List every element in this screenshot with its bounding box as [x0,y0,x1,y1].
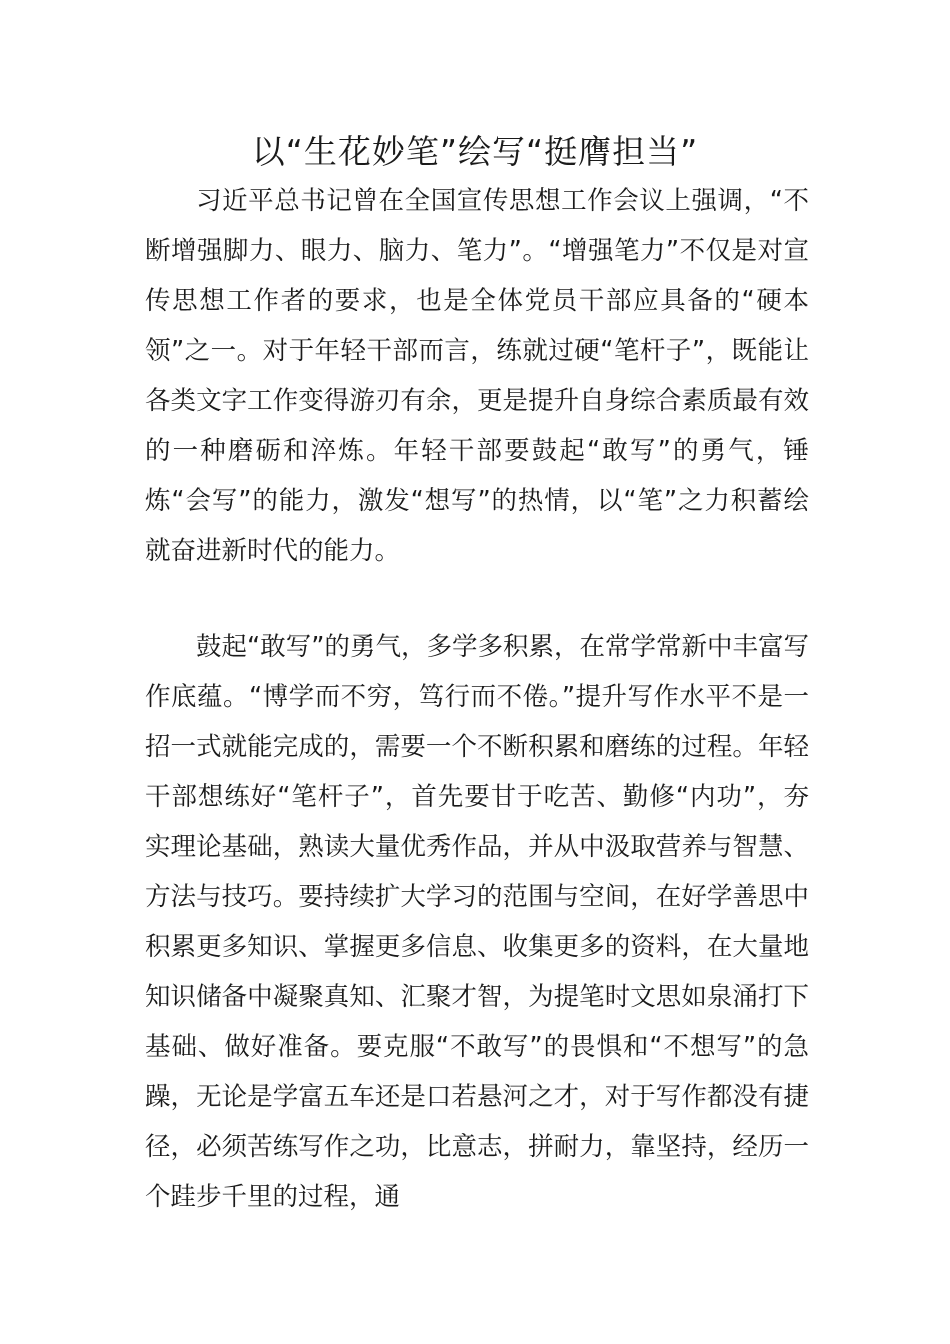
document-title: 以“生花妙笔”绘写“挺膺担当” [251,132,699,171]
paragraph-2: 鼓起“敢写”的勇气，多学多积累，在常学常新中丰富写作底蕴。“博学而不穷，笃行而不倦。”提升写作水平不是一招一式就能完成的，需要一个不断积累和磨练的过程。年轻干部想练好“笔杆子”，首先要甘于吃苦、勤修“内功”，夯实理论基础，熟读大量优秀作品，并从中汲取营养与智慧、方法与技巧。要持续扩大学习的范围与空间，在好学善思中积累更多知识、掌握更多信息、收集更多的资料，在大量地知识储备中凝聚真知、汇聚才智，为提笔时文思如泉涌打下基础、做好准备。要克服“不敢写”的畏惧和“不想写”的急躁，无论是学富五车还是口若悬河之才，对于写作都没有捷径，必须苦练写作之功，比意志，拼耐力，靠坚持，经历一个跬步千里的过程，通 [145,632,809,1212]
paragraph-1: 习近平总书记曾在全国宣传思想工作会议上强调，“不断增强脚力、眼力、脑力、笔力”。“增强笔力”不仅是对宣传思想工作者的要求，也是全体党员干部应具备的“硬本领”之一。对于年轻干部而言，练就过硬“笔杆子”，既能让各类文字工作变得游刃有余，更是提升自身综合素质最有效的一种磨砺和淬炼。年轻干部要鼓起“敢写”的勇气，锤炼“会写”的能力，激发“想写”的热情，以“笔”之力积蓄绘就奋进新时代的能力。 [145,186,809,566]
